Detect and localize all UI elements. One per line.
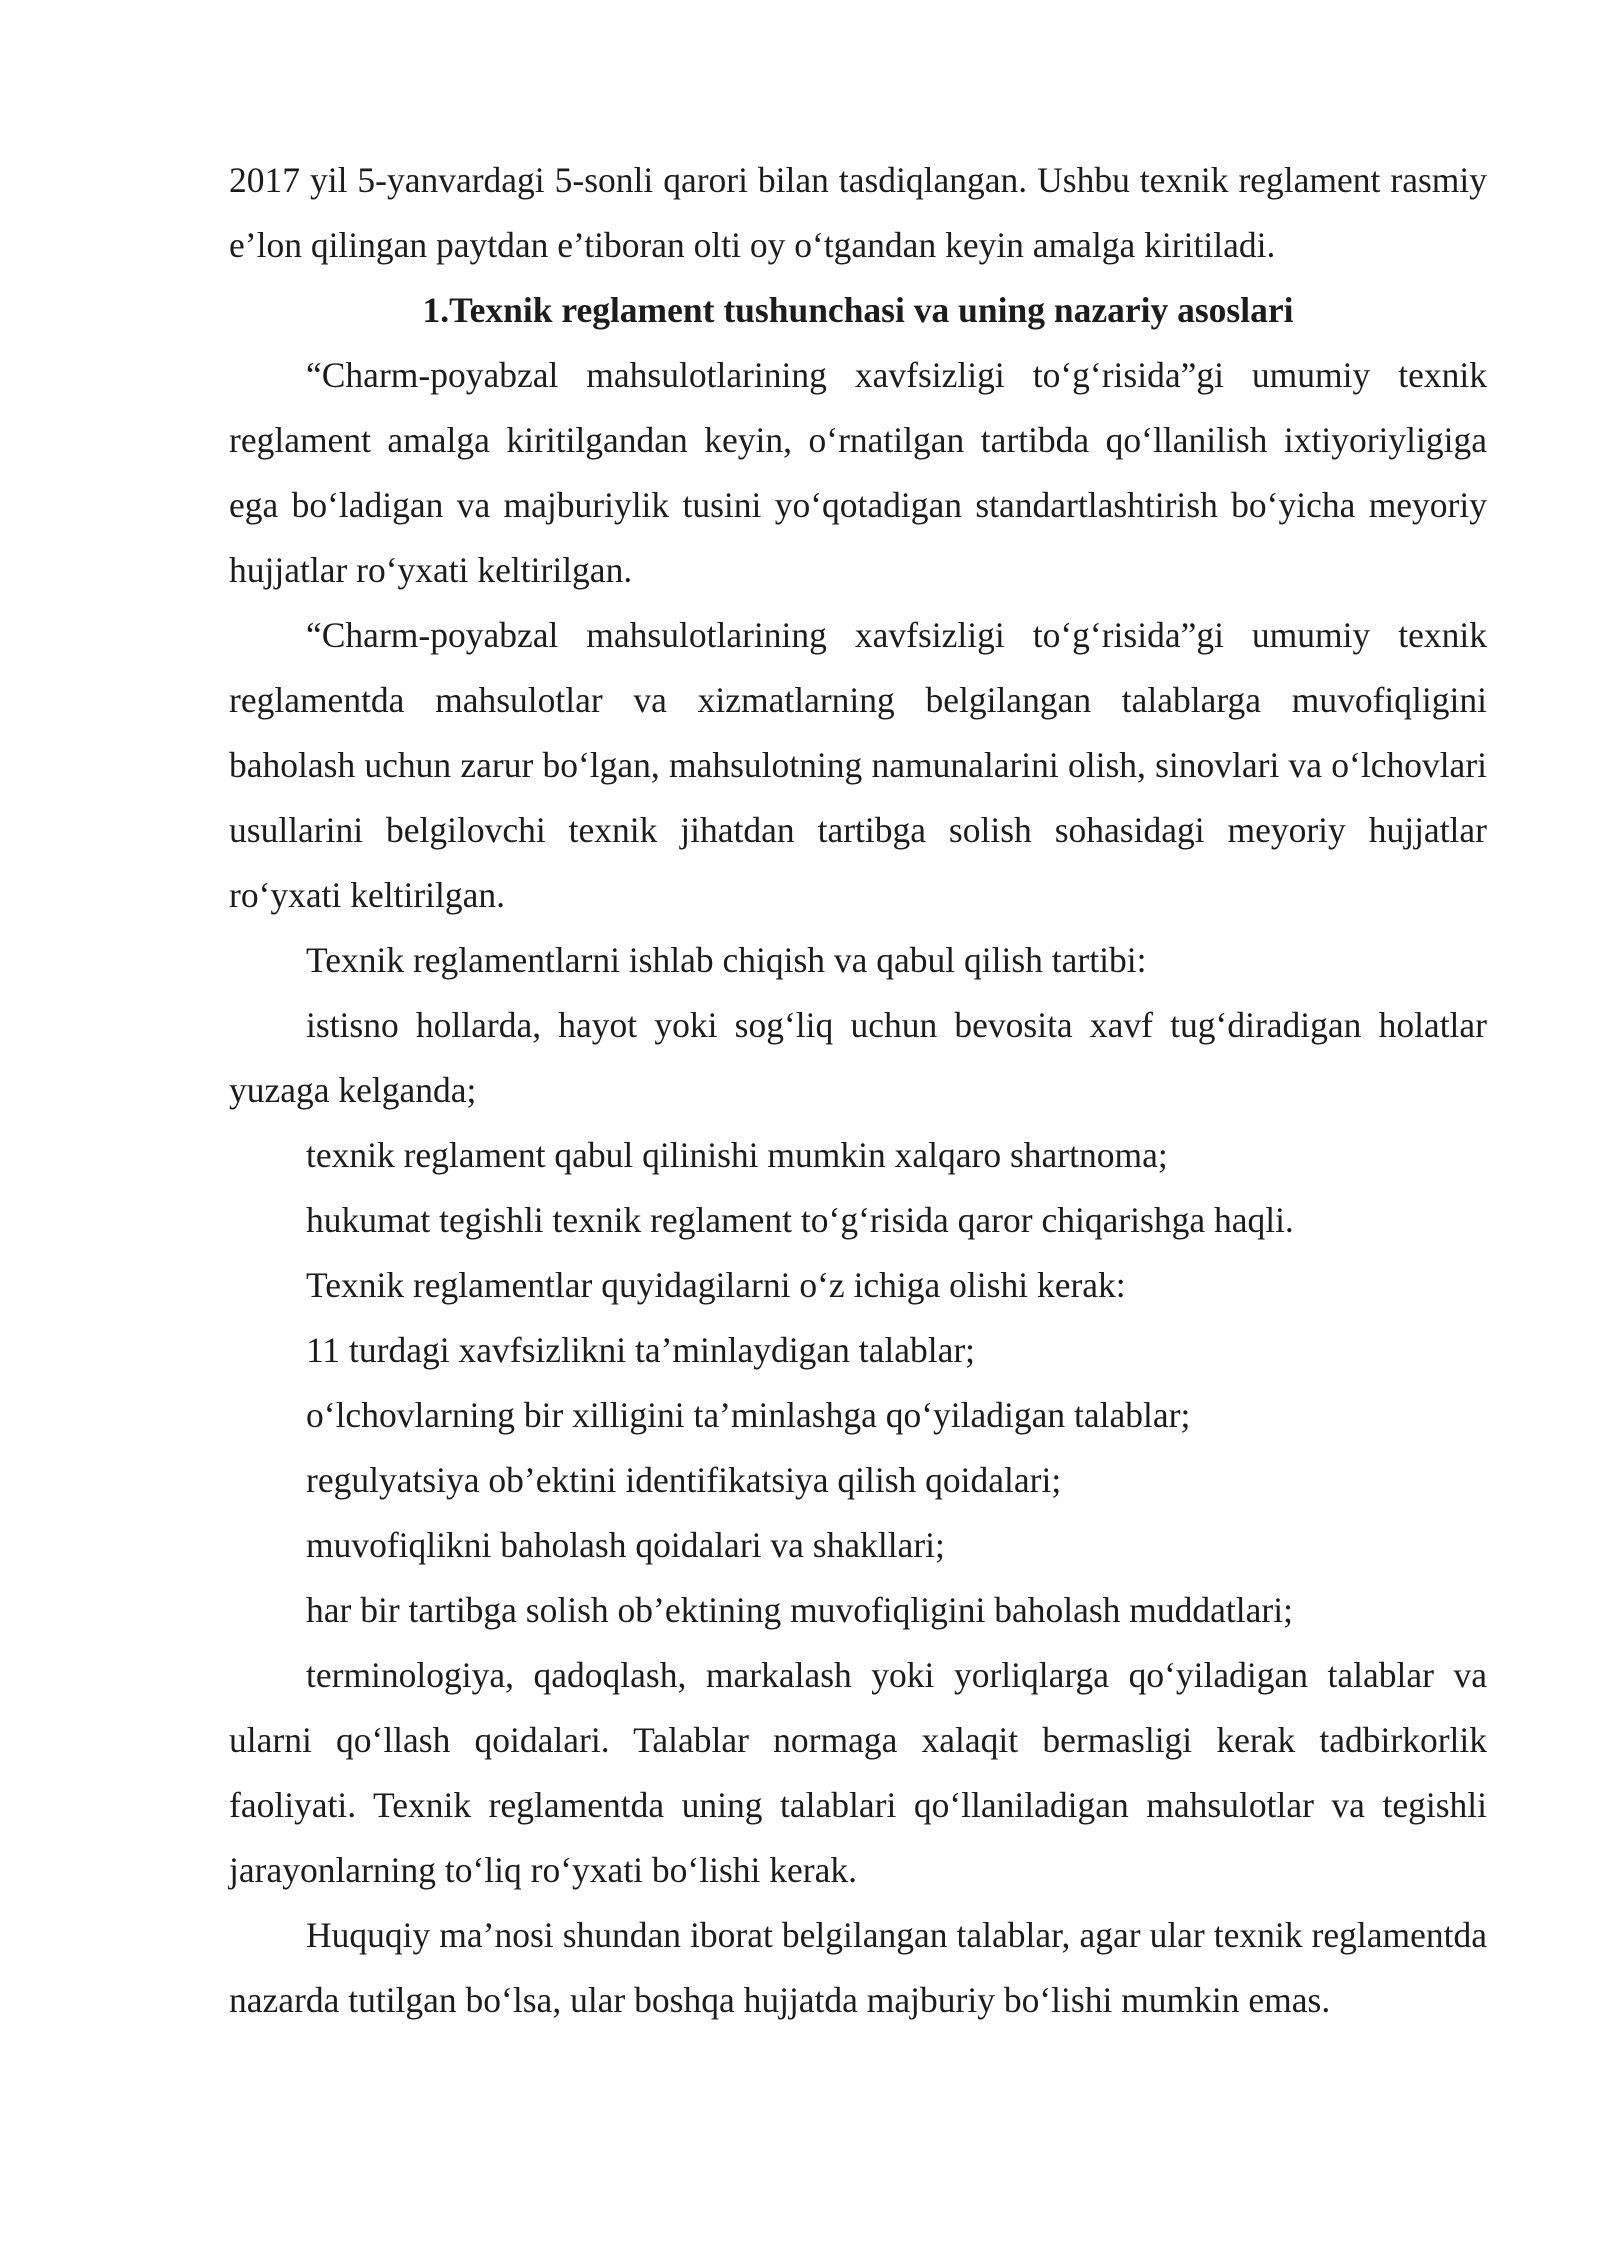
paragraph-international-agreement: texnik reglament qabul qilinishi mumkin xalqaro shartnoma; [306,1135,1168,1175]
paragraph-intro: 2017 yil 5-yanvardagi 5-sonli qarori bilan tasdiqlangan. Ushbu texnik reglament rasmiy e’lon qilingan paytdan e’tiboran olti oy o‘tgandan keyin amalga kiritiladi. [229,160,1487,265]
paragraph-procedure-title: Texnik reglamentlarni ishlab chiqish va qabul qilish tartibi: [306,940,1147,980]
paragraph-legal-meaning: Huquqiy ma’nosi shundan iborat belgilangan talablar, agar ular texnik reglamentda nazarda tutilgan bo‘lsa, ular boshqa hujjatda majburiy bo‘lishi mumkin emas. [229,1915,1487,2020]
list-item-conformity-rules: muvofiqlikni baholash qoidalari va shakllari; [306,1525,945,1565]
paragraph-exceptional-cases: istisno hollarda, hayot yoki sog‘liq uchun bevosita xavf tug‘diradigan holatlar yuzaga kelganda; [229,1005,1487,1110]
document-body [229,148,1487,2033]
paragraph-standards-list: “Charm-poyabzal mahsulotlarining xavfsizligi to‘g‘risida”gi umumiy texnik reglament amalga kiritilgandan keyin, o‘rnatilgan tartibda qo‘llanilish ixtiyoriyligiga ega bo‘ladigan va majburiylik tusini yo‘qotadigan standartlashtirish bo‘yicha meyoriy hujjatlar ro‘yxati keltirilgan. [229,355,1487,590]
list-item-assessment-terms: har bir tartibga solish ob’ektining muvofiqligini baholash muddatlari; [306,1590,1293,1630]
paragraph-terminology: terminologiya, qadoqlash, markalash yoki yorliqlarga qo‘yiladigan talablar va ularni qo‘llash qoidalari. Talablar normaga xalaqit bermasligi kerak tadbirkorlik faoliyati. Texnik reglamentda uning talablari qo‘llaniladigan mahsulotlar va tegishli jarayonlarning to‘liq ro‘yxati bo‘lishi kerak. [229,1655,1487,1890]
list-item-safety-requirements: 11 turdagi xavfsizlikni ta’minlaydigan talablar; [306,1330,976,1370]
section-heading: 1.Texnik reglament tushunchasi va uning nazariy asoslari [422,290,1294,330]
paragraph-contents-title: Texnik reglamentlar quyidagilarni o‘z ichiga olishi kerak: [306,1265,1126,1305]
paragraph-government-right: hukumat tegishli texnik reglament to‘g‘risida qaror chiqarishga haqli. [306,1200,1294,1240]
list-item-measurement-uniformity: o‘lchovlarning bir xilligini ta’minlashga qo‘yiladigan talablar; [306,1395,1191,1435]
paragraph-normative-documents: “Charm-poyabzal mahsulotlarining xavfsizligi to‘g‘risida”gi umumiy texnik reglamentda mahsulotlar va xizmatlarning belgilangan talablarga muvofiqligini baholash uchun zarur bo‘lgan, mahsulotning namunalarini olish, sinovlari va o‘lchovlari usullarini belgilovchi texnik jihatdan tartibga solish sohasidagi meyoriy hujjatlar ro‘yxati keltirilgan. [229,615,1487,915]
list-item-identification-rules: regulyatsiya ob’ektini identifikatsiya qilish qoidalari; [306,1460,1062,1500]
